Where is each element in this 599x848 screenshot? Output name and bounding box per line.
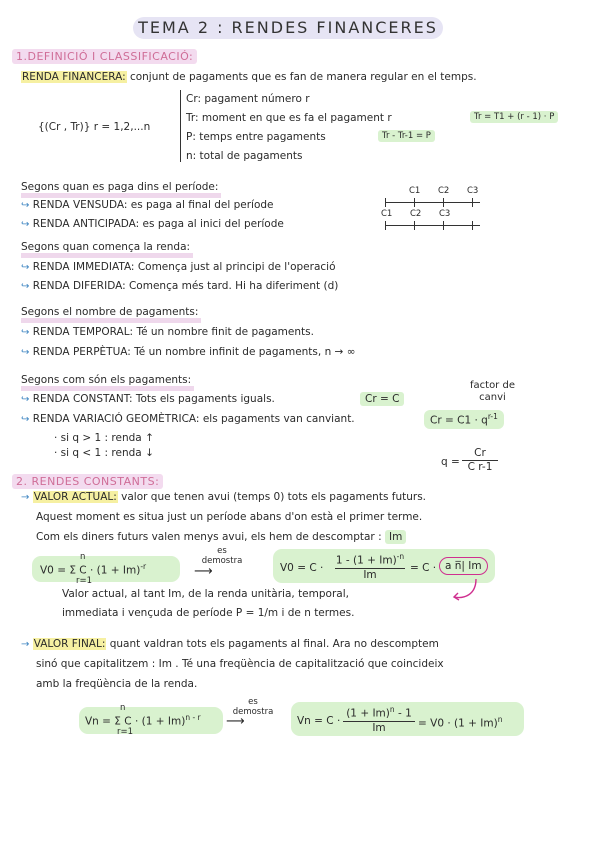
arrow-icon: ↪ [21,281,30,292]
brace-bar [180,90,181,162]
timeline-anticipada [385,225,480,226]
g1-item-1: ↪ RENDA VENSUDA: es paga al final del període [21,199,274,211]
demostra-2: es demostra [232,697,274,717]
q-label: q = [441,456,460,468]
timeline-bottom-c3: C3 [439,209,451,219]
arrow-icon: ↪ [21,200,30,211]
timeline-top-c2: C2 [438,186,450,196]
timeline-top-c1: C1 [409,186,421,196]
im-badge: Im [385,530,406,544]
formula-tr: Tr = T1 + (r - 1) · P [470,111,558,123]
arrow-icon: ↪ [21,394,30,405]
va-line-3: Com els diners futurs valen menys avui, els hem de descomptar : Im [36,531,406,543]
arrow-icon: ↪ [21,414,30,425]
constant-formula: Cr = C [360,392,404,406]
case-q-greater: · si q > 1 : renda ↑ [54,432,154,444]
item-cr: Cr: pagament número r [186,93,310,105]
vn-sum-bottom: r=1 [117,727,134,737]
geometric-formula: $Cr = C1 \cdot q^{r-1}$ [424,410,504,429]
group-2-heading: Segons quan comença la renda: [21,242,193,258]
case-q-less: · si q < 1 : renda ↓ [54,447,154,459]
vf-line-2: sinó que capitalitzem : Im . Té una freqüència de capitalització que coincideix [36,658,444,670]
group-3-heading: Segons el nombre de pagaments: [21,307,201,323]
definition-items [186,90,392,166]
vf-line-1: → VALOR FINAL: quant valdran tots els pagaments al final. Ara no descomptem [21,638,439,650]
v0-sum-bottom: r=1 [76,576,93,586]
renda-financera-label: RENDA FINANCERA: [22,71,126,83]
vf-line-3: amb la freqüència de la renda. [36,678,198,690]
vn-closed-prefix: Vn = C · [297,715,341,727]
set-notation: {(Cr , Tr)} r = 1,2,...n [38,121,151,133]
section-2-heading: 2. RENDES CONSTANTS: [12,474,163,489]
va-desc-1: Valor actual, al tant Im, de la renda unitària, temporal, [62,588,349,600]
g3-item-2: ↪ RENDA PERPÈTUA: Té un nombre infinit de pagaments, n → ∞ [21,346,356,358]
factor-note: factor de canvi [470,380,515,403]
definition-text: conjunt de pagaments que es fan de manera regular en el temps. [129,71,477,83]
group-4-heading: Segons com són els pagaments: [21,375,194,391]
timeline-bottom-c2: C2 [410,209,422,219]
q-fraction: Cr C r-1 [462,447,498,473]
va-line-1: → VALOR ACTUAL: valor que tenen avui (temps 0) tots els pagaments futurs. [21,491,427,503]
g2-item-2: ↪ RENDA DIFERIDA: Comença més tard. Hi ha diferiment (d) [21,280,339,292]
g4-item-1: ↪ RENDA CONSTANT: Tots els pagaments iguals. [21,393,275,405]
group-1-heading: Segons quan es paga dins el període: [21,182,221,198]
page-title: TEMA 2 : RENDES FINANCERES [133,17,443,39]
item-n: n: total de pagaments [186,150,303,162]
formula-p: Tr - Tr-1 = P [378,130,435,142]
vn-fraction: $(1 + Im)^n - 1$ Im [343,705,415,734]
demostra-arrow-2: ⟶ [226,714,245,729]
g3-item-1: ↪ RENDA TEMPORAL: Té un nombre finit de pagaments. [21,326,314,338]
v0-eq: = C · [410,562,437,574]
arrow-icon: ↪ [21,347,30,358]
item-p: P: temps entre pagaments [186,131,326,143]
arrow-icon: ↪ [21,219,30,230]
v0-sum-formula: V0 = Σ $C \cdot (1 + Im)^{-r}$ [40,562,147,577]
annuity-pointer-arrow [452,577,482,603]
definition-line [21,71,477,83]
g2-item-1: ↪ RENDA IMMEDIATA: Comença just al principi de l'operació [21,261,336,273]
demostra-1: es demostra [201,546,243,566]
section-1-heading: 1.DEFINICIÓ I CLASSIFICACIÓ: [12,49,197,64]
g4-item-2: ↪ RENDA VARIACIÓ GEOMÈTRICA: els pagaments van canviant. [21,413,355,425]
vn-sum-top: n [120,703,126,713]
annuity-symbol: a n̅| Im [439,557,488,575]
arrow-icon: ↪ [21,327,30,338]
valor-actual-label: VALOR ACTUAL: [33,491,117,503]
v0-closed-prefix: V0 = C · [280,562,324,574]
vn-sum-formula: Vn = Σ $C \cdot (1 + Im)^{n - r}$ [85,713,201,728]
timeline-vencuda [385,202,480,203]
arrow-icon: ↪ [21,262,30,273]
v0-fraction: $1 - (1 + Im)^{-n}$ Im [335,552,405,581]
va-desc-2: immediata i vençuda de període P = 1/m i de n termes. [62,607,355,619]
timeline-top-c3: C3 [467,186,479,196]
demostra-arrow-1: ⟶ [194,564,213,579]
valor-final-label: VALOR FINAL: [33,638,106,650]
arrow-icon: → [21,492,30,503]
timeline-bottom-c1: C1 [381,209,393,219]
g1-item-2: ↪ RENDA ANTICIPADA: es paga al inici del període [21,218,284,230]
item-tr: Tr: moment en que es fa el pagament r [186,112,392,124]
arrow-icon: → [21,639,30,650]
v0-sum-top: n [80,552,86,562]
vn-eq: = $V0 \cdot (1 + Im)^n$ [418,715,503,730]
va-line-2: Aquest moment es situa just un període abans d'on està el primer terme. [36,511,423,523]
